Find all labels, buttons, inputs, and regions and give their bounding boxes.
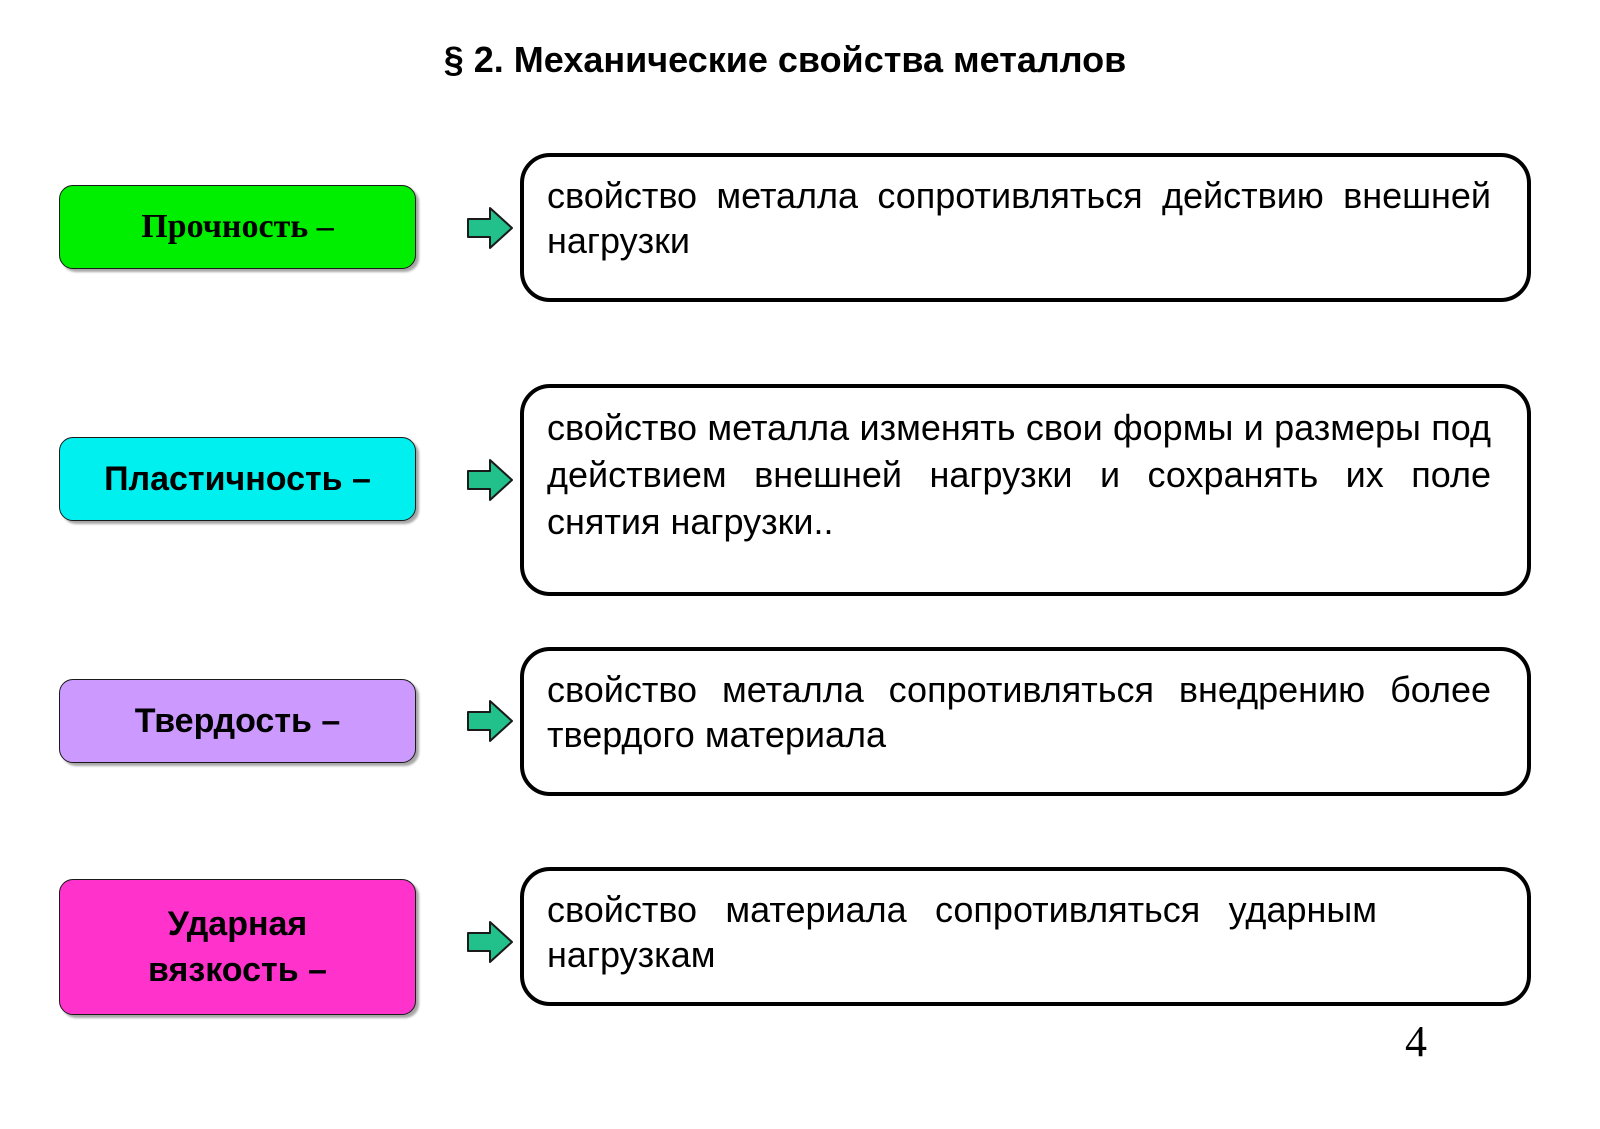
- term-box-plasticity: [59, 437, 416, 521]
- definition-box-impact-toughness: [520, 867, 1531, 1006]
- definition-box-hardness: [520, 647, 1531, 796]
- definition-text: свойство металла изменять свои формы и размеры под действием внешней нагрузки и сохранять их поле снятия нагрузки..: [547, 407, 1491, 542]
- definition-text: свойство металла сопротивляться действию внешней нагрузки: [547, 175, 1491, 261]
- term-label: Пластичность –: [104, 460, 371, 498]
- page-number: 4: [1405, 1017, 1427, 1066]
- term-box-impact-toughness: [59, 879, 416, 1015]
- right-arrow-icon: [466, 699, 514, 743]
- right-arrow-icon: [466, 206, 514, 250]
- term-label: Ударная вязкость –: [148, 905, 327, 989]
- term-box-hardness: [59, 679, 416, 763]
- term-label: Прочность –: [141, 208, 334, 245]
- definition-text: свойство материала сопротивляться ударным нагрузкам: [547, 889, 1377, 975]
- definition-text: свойство металла сопротивляться внедрению более твердого материала: [547, 669, 1491, 755]
- definition-box-plasticity: [520, 384, 1531, 596]
- term-label: Твердость –: [134, 702, 341, 740]
- slide-title: § 2. Механические свойства металлов: [443, 39, 1127, 80]
- right-arrow-icon: [466, 920, 514, 964]
- definition-box-strength: [520, 153, 1531, 302]
- term-box-strength: [59, 185, 416, 269]
- right-arrow-icon: [466, 458, 514, 502]
